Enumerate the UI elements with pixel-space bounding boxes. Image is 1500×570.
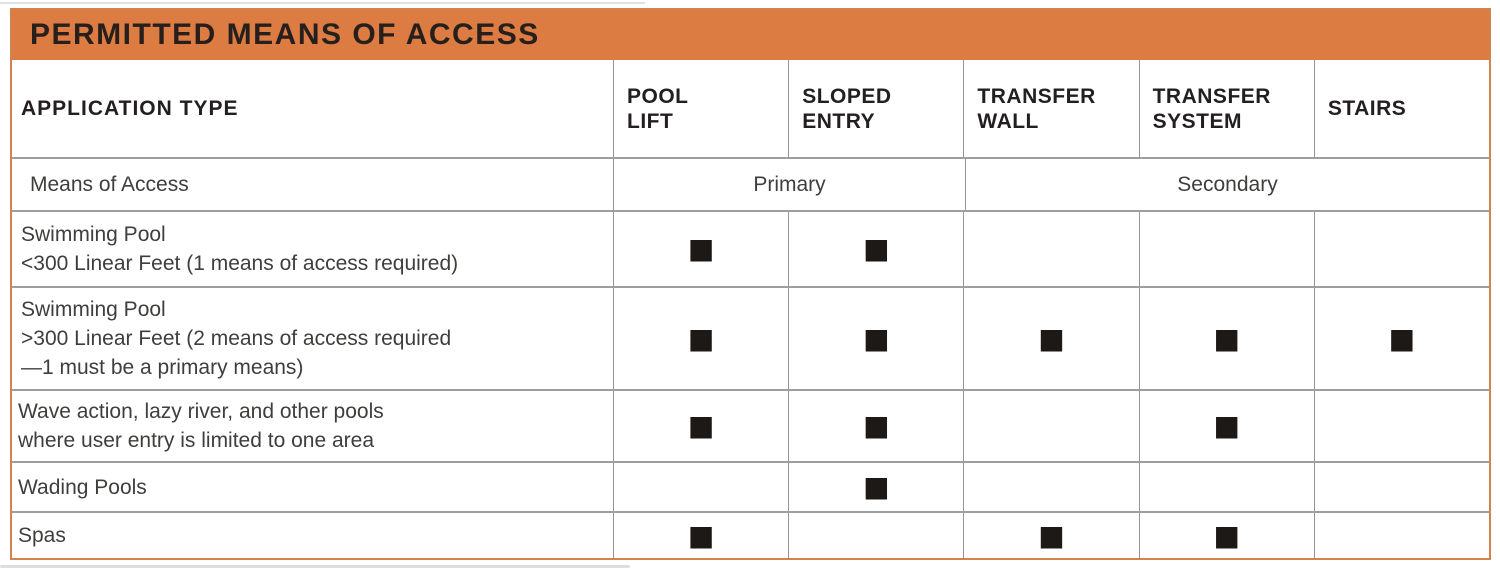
column-header-transfer-wall: [963, 60, 1138, 157]
mark-cell-transfer-system: [1139, 212, 1314, 286]
column-header-stairs: [1314, 60, 1489, 157]
table-row-wading-pools: [12, 463, 1489, 513]
column-header-line: STAIRS: [1327, 97, 1407, 120]
column-header-line: SYSTEM: [1152, 109, 1242, 133]
mark-cell-transfer-wall: [963, 463, 1138, 511]
row-label-line: Swimming Pool: [21, 298, 166, 321]
column-header-sloped-entry: [788, 60, 963, 157]
mark-cell-stairs: ■: [1314, 288, 1489, 389]
primary-span-cell: Primary: [613, 159, 965, 210]
mark-cell-transfer-system: [1139, 463, 1314, 511]
application-type-cell: [12, 513, 613, 558]
mark-cell-stairs: [1314, 212, 1489, 286]
column-header-pool-lift: [613, 60, 788, 157]
mark-cell-pool-lift: [613, 463, 788, 511]
scan-artifact-top: [0, 2, 645, 4]
table-title-bar: [12, 10, 1489, 60]
row-label-line: where user entry is limited to one area: [18, 429, 375, 452]
mark-cell-pool-lift: ■: [613, 212, 788, 286]
row-label-line: Wading Pools: [18, 475, 147, 499]
mark-cell-transfer-wall: ■: [963, 513, 1138, 558]
column-header-line: LIFT: [627, 109, 674, 133]
row-label-line: >300 Linear Feet (2 means of access required: [21, 327, 452, 350]
column-header-line: WALL: [977, 109, 1039, 133]
mark-cell-stairs: [1314, 463, 1489, 511]
column-header-line: TRANSFER: [977, 84, 1096, 108]
means-of-access-row: [12, 159, 1489, 212]
scan-artifact-bottom: [0, 565, 630, 568]
application-type-cell: [12, 391, 613, 461]
application-type-cell: [12, 288, 613, 389]
table-row-spas: [12, 513, 1489, 558]
mark-cell-sloped-entry: [788, 513, 963, 558]
application-type-header: APPLICATION TYPE: [21, 96, 239, 120]
table-title: PERMITTED MEANS OF ACCESS: [30, 18, 540, 51]
application-type-cell: [12, 212, 613, 286]
mark-cell-sloped-entry: ■: [788, 212, 963, 286]
application-type-cell: [12, 463, 613, 511]
permitted-means-of-access-table: [10, 8, 1491, 560]
table-row-swimming-pool-under-300: [12, 212, 1489, 288]
mark-cell-transfer-wall: [963, 212, 1138, 286]
column-header-line: POOL: [627, 84, 689, 108]
table-row-swimming-pool-over-300: [12, 288, 1489, 391]
column-header-line: SLOPED: [802, 84, 892, 108]
mark-cell-stairs: [1314, 391, 1489, 461]
mark-cell-pool-lift: ■: [613, 288, 788, 389]
secondary-span-cell: Secondary: [965, 159, 1489, 210]
row-label-line: <300 Linear Feet (1 means of access required): [21, 252, 459, 275]
mark-cell-pool-lift: ■: [613, 513, 788, 558]
mark-cell-transfer-system: ■: [1139, 513, 1314, 558]
mark-cell-pool-lift: ■: [613, 391, 788, 461]
row-label-line: Spas: [18, 524, 66, 547]
mark-cell-transfer-system: ■: [1139, 288, 1314, 389]
mark-cell-sloped-entry: ■: [788, 391, 963, 461]
row-label-line: —1 must be a primary means): [21, 356, 304, 379]
mark-cell-transfer-system: ■: [1139, 391, 1314, 461]
row-label-line: Wave action, lazy river, and other pools: [18, 400, 384, 423]
table-row-wave-action: [12, 391, 1489, 463]
column-header-transfer-system: [1139, 60, 1314, 157]
means-of-access-label: Means of Access: [30, 172, 189, 196]
mark-cell-sloped-entry: ■: [788, 463, 963, 511]
mark-cell-transfer-wall: ■: [963, 288, 1138, 389]
column-header-line: TRANSFER: [1152, 84, 1271, 108]
mark-cell-stairs: [1314, 513, 1489, 558]
column-header-line: ENTRY: [802, 109, 876, 133]
column-header-row: [12, 60, 1489, 159]
mark-cell-sloped-entry: ■: [788, 288, 963, 389]
mark-cell-transfer-wall: [963, 391, 1138, 461]
row-label-line: Swimming Pool: [21, 223, 166, 246]
